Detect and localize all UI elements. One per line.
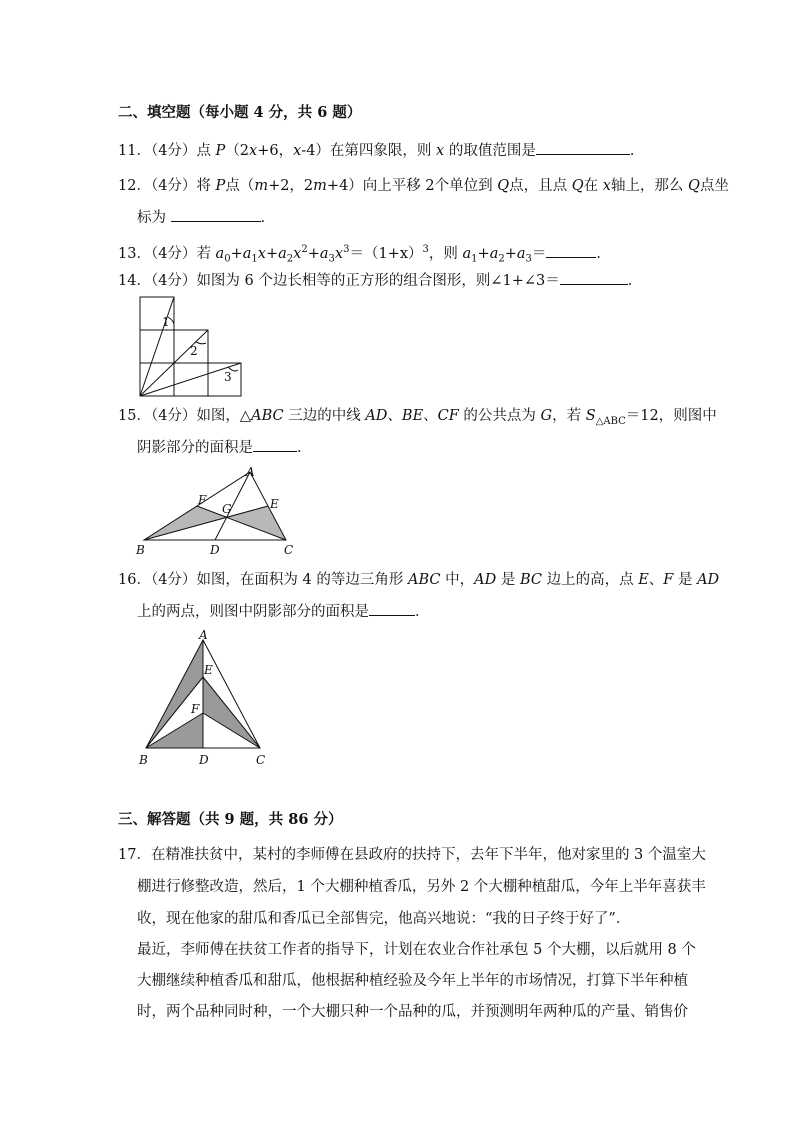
q13-text: ，则 bbox=[428, 245, 463, 262]
q14-figure bbox=[138, 295, 244, 399]
q16-score: （4分） bbox=[150, 572, 197, 588]
q15-var: G bbox=[540, 408, 553, 424]
q15-score: （4分） bbox=[150, 408, 197, 424]
q15-text: 、 bbox=[387, 408, 402, 424]
q13-text: ． bbox=[596, 245, 611, 262]
q14-number: 14． bbox=[118, 273, 151, 289]
q15-figure bbox=[136, 466, 306, 560]
question-14 bbox=[118, 270, 642, 291]
question-15-line-2 bbox=[137, 437, 312, 458]
q16-var: E bbox=[638, 572, 649, 588]
q16-var: ABC bbox=[408, 572, 441, 588]
q16-figure bbox=[136, 630, 276, 770]
question-17-line-2: 棚进行修整改造，然后，1 个大棚种植香瓜，另外 2 个大棚种植甜瓜，今年上半年喜获丰 bbox=[137, 879, 706, 895]
q16-text: 是 bbox=[673, 572, 698, 588]
q14-angle-label-2: 2 bbox=[190, 344, 198, 358]
q12-number: 12． bbox=[118, 178, 151, 194]
q12-text: ． bbox=[260, 210, 276, 226]
q13-text: ＝（1+x） bbox=[349, 245, 423, 262]
q16-text: 上的两点，则图中阴影部分的面积是 bbox=[137, 604, 369, 620]
q11-var: x bbox=[436, 143, 445, 159]
q15-text: 的公共点为 bbox=[458, 408, 541, 424]
q11-answer-blank[interactable] bbox=[536, 140, 630, 155]
q12-text: 标为 bbox=[137, 210, 171, 226]
q15-label-c: C bbox=[284, 543, 294, 557]
q12-text: 点（ bbox=[225, 178, 255, 194]
question-16-line-2 bbox=[137, 601, 430, 622]
q12-text: 在 bbox=[583, 178, 603, 194]
q16-label-a: A bbox=[199, 628, 208, 642]
q16-text: 如图，在面积为 4 的等边三角形 bbox=[196, 572, 408, 588]
question-15 bbox=[118, 406, 717, 432]
q16-text: 中， bbox=[440, 572, 475, 588]
question-17-line-4: 最近，李师傅在扶贫工作者的指导下，计划在农业合作社承包 5 个大棚，以后就用 8 个 bbox=[137, 942, 696, 958]
question-17-line-1 bbox=[118, 845, 706, 865]
q12-var: Q bbox=[571, 178, 584, 194]
q16-answer-blank[interactable] bbox=[369, 601, 415, 616]
q16-label-c: C bbox=[256, 753, 266, 767]
q15-answer-blank[interactable] bbox=[253, 437, 297, 452]
q13-answer-blank[interactable] bbox=[546, 243, 596, 258]
q12-text: 点，且点 bbox=[509, 178, 572, 194]
question-17-line-6: 时，两个品种同时种，一个大棚只种一个品种的瓜，并预测明年两种瓜的产量、销售价 bbox=[137, 1004, 688, 1020]
q14-text: 如图为 6 个边长相等的正方形的组合图形，则∠1+∠3＝ bbox=[196, 273, 560, 289]
q16-text: 边上的高，点 bbox=[541, 572, 639, 588]
q15-label-b: B bbox=[136, 543, 145, 557]
q11-text: -4）在第四象限，则 bbox=[301, 143, 437, 159]
q16-label-f: F bbox=[191, 702, 200, 716]
q15-subscript: △ABC bbox=[595, 415, 626, 427]
q13-text: 若 bbox=[196, 245, 216, 262]
q12-var: Q bbox=[497, 178, 510, 194]
q13-exponent: 3 bbox=[422, 244, 429, 255]
q12-text: 将 bbox=[196, 178, 216, 194]
q11-text: +6， bbox=[257, 143, 294, 159]
question-12-line-2 bbox=[137, 207, 275, 228]
q15-label-g: G bbox=[222, 502, 232, 516]
q15-text: ＝12，则图中 bbox=[625, 408, 717, 424]
question-17-line-5: 大棚继续种植香瓜和甜瓜，他根据种植经验及今年上半年的市场情况，打算下半年种植 bbox=[137, 973, 688, 989]
q14-angle-label-3: 3 bbox=[224, 370, 232, 384]
q12-text: +4）向上平移 2个单位到 bbox=[326, 178, 498, 194]
q15-median-ad bbox=[215, 472, 250, 540]
question-11 bbox=[118, 140, 644, 161]
q12-text: +2，2 bbox=[268, 178, 314, 194]
q11-number: 11． bbox=[118, 143, 151, 159]
q15-label-e: E bbox=[270, 497, 279, 511]
q14-answer-blank[interactable] bbox=[560, 270, 628, 285]
q16-label-d: D bbox=[199, 753, 209, 767]
q11-text: 的取值范围是 bbox=[444, 143, 536, 159]
q16-text: 是 bbox=[496, 572, 520, 588]
q12-text: 轴上，那么 bbox=[610, 178, 689, 194]
q13-text: ＝ bbox=[531, 245, 547, 262]
q14-diagonal-1 bbox=[140, 297, 174, 396]
q15-text: 三边的中线 bbox=[283, 408, 366, 424]
q12-score: （4分） bbox=[150, 178, 197, 194]
q16-var: AD bbox=[474, 572, 497, 588]
q15-text: ． bbox=[297, 440, 312, 456]
q14-score: （4分） bbox=[150, 273, 197, 289]
question-16 bbox=[118, 570, 719, 590]
q16-text: 、 bbox=[648, 572, 664, 588]
q12-var: m bbox=[254, 178, 269, 194]
q15-text: 如图，△ bbox=[196, 408, 252, 424]
q15-text: 、 bbox=[423, 408, 438, 424]
q15-text: 阴影部分的面积是 bbox=[137, 440, 253, 456]
q15-label-a: A bbox=[246, 465, 255, 479]
section-2-heading: 二、填空题（每小题 4 分，共 6 题） bbox=[118, 104, 362, 121]
q15-text: ，若 bbox=[552, 408, 586, 424]
q12-var: P bbox=[215, 178, 226, 194]
q11-text: （2 bbox=[225, 143, 250, 159]
q14-text: ． bbox=[627, 273, 643, 289]
q11-score: （4分） bbox=[150, 143, 197, 159]
q15-var: BE bbox=[401, 408, 424, 424]
q16-var: BC bbox=[519, 572, 542, 588]
q17-number: 17． bbox=[118, 847, 151, 863]
q11-text: 点 bbox=[196, 143, 216, 159]
question-17-line-3: 收，现在他家的甜瓜和香瓜已全部售完，他高兴地说：“我的日子终于好了”． bbox=[137, 911, 631, 927]
q12-var: x bbox=[602, 178, 611, 194]
section-3-heading: 三、解答题（共 9 题，共 86 分） bbox=[118, 811, 343, 828]
q12-answer-blank[interactable] bbox=[171, 207, 261, 222]
q15-var: CF bbox=[437, 408, 459, 424]
q15-var: S bbox=[585, 408, 596, 424]
q15-label-f: F bbox=[198, 493, 207, 507]
q11-text: ． bbox=[629, 143, 645, 159]
question-12 bbox=[118, 176, 729, 196]
q12-var: Q bbox=[688, 178, 700, 194]
q11-var: x bbox=[249, 143, 258, 159]
q15-var: AD bbox=[365, 408, 388, 424]
q12-var: m bbox=[313, 178, 327, 194]
q13-score: （4分） bbox=[150, 245, 197, 262]
q11-var: x bbox=[293, 143, 302, 159]
q15-shaded-region-left bbox=[144, 506, 228, 540]
q17-text: 在精准扶贫中，某村的李师傅在县政府的扶持下，去年下半年，他对家里的 3 个温室大 bbox=[150, 847, 706, 863]
q16-var: F bbox=[663, 572, 674, 588]
question-13: 13．（4分）若 $a_0+a_1x+a_2x^2+a_3x^3=(1+x)^3$，则 $a_1+a_2+a_3=$ ． bbox=[118, 244, 611, 265]
q15-var: ABC bbox=[251, 408, 284, 424]
q16-text: ． bbox=[415, 604, 430, 620]
q16-number: 16． bbox=[118, 572, 151, 588]
q15-number: 15． bbox=[118, 408, 151, 424]
q16-var: AD bbox=[697, 572, 720, 588]
q15-label-d: D bbox=[210, 543, 220, 557]
q11-var: P bbox=[215, 143, 226, 159]
q13-number: 13． bbox=[118, 245, 151, 262]
q16-label-e: E bbox=[204, 663, 213, 677]
q14-angle-label-1: 1 bbox=[162, 315, 170, 329]
q12-text: 点坐 bbox=[699, 178, 729, 194]
q16-label-b: B bbox=[139, 753, 148, 767]
